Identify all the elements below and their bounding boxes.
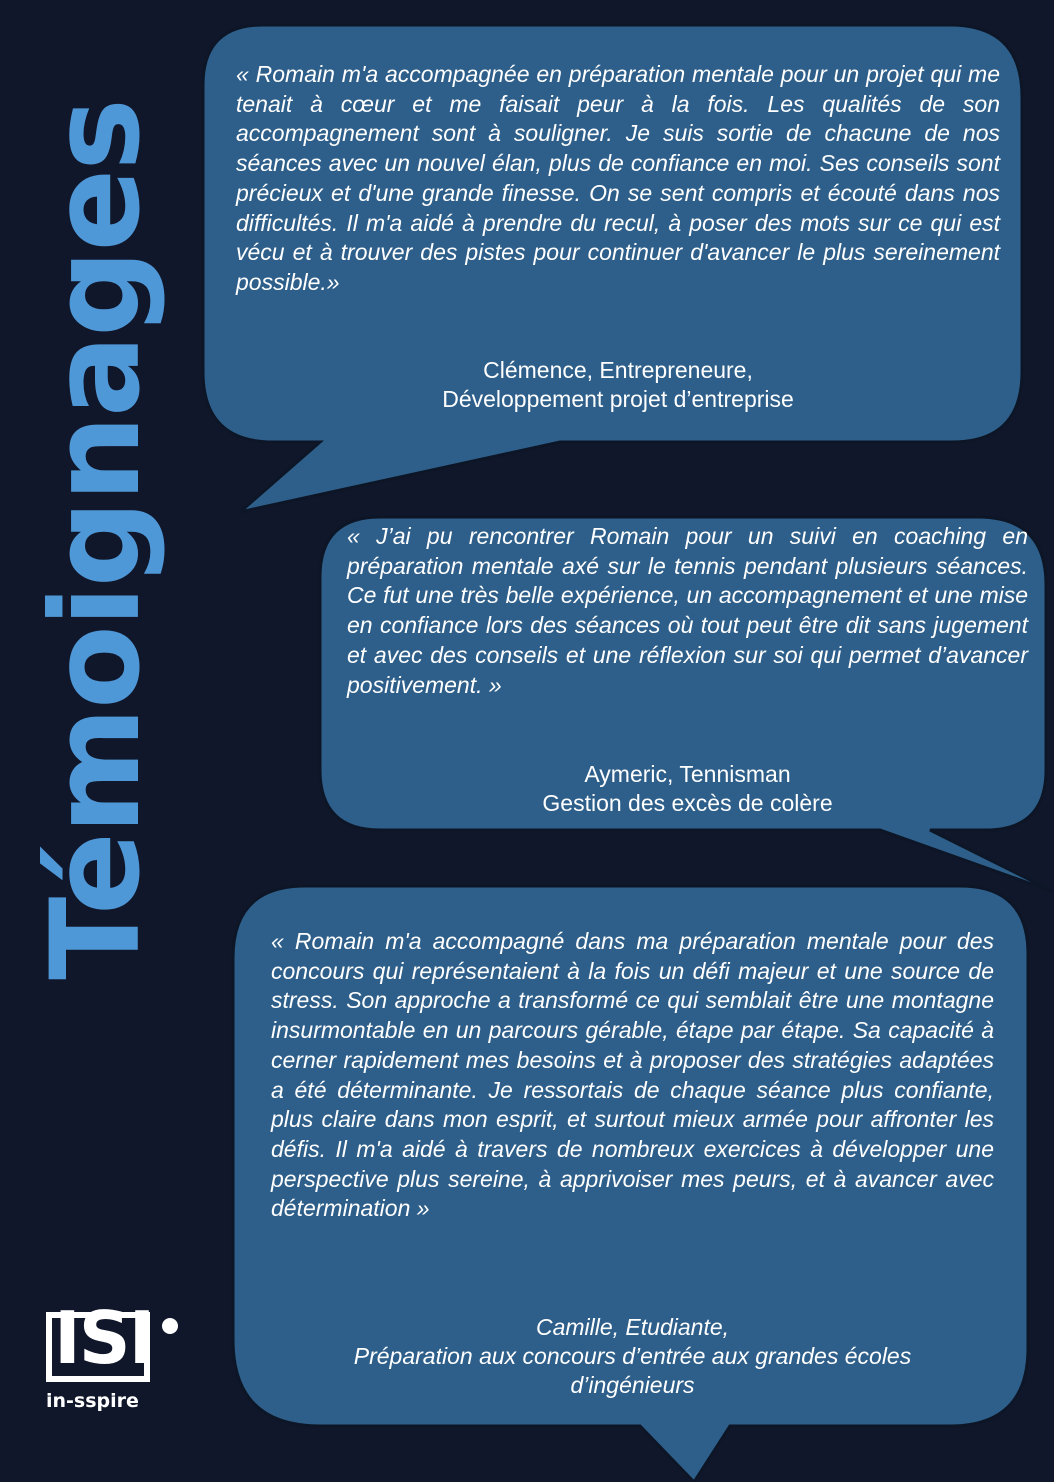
logo-dot [162, 1318, 178, 1334]
testimonial-3-author-name: Camille, Etudiante, [535, 1314, 730, 1340]
brand-logo [46, 1296, 186, 1422]
testimonial-2-quote: « J’ai pu rencontrer Romain pour un suivi en coaching en préparation mentale axé sur le tennis pendant plusieurs séances. Ce fut une très belle expérience, un accompagnement et une mise en confiance lors des séances où tout peut être dit sans jugement et avec des conseils et une réflexion sur soi qui permet d’avancer positivement. » [347, 523, 1028, 698]
testimonial-1-quote: « Romain m'a accompagnée en préparation mentale pour un projet qui me tenait à cœur et me faisait peur à la fois. Les qualités de son accompagnement sont à souligner. Je suis sortie de chacune de nos séances avec un nouvel élan, plus de confiance en moi. Ses conseils sont précieux et d'une grande finesse. On se sent compris et écouté dans nos difficultés. Il m'a aidé à prendre du recul, à poser des mots sur ce qui est vécu et à trouver des pistes pour continuer d'avancer le plus sereinement possible.» [236, 61, 1000, 295]
logo-letters: ISI [54, 1296, 154, 1380]
testimonial-1-author [236, 356, 1000, 414]
testimonial-3-author [271, 1313, 994, 1400]
testimonial-2-author [347, 760, 1028, 818]
testimonial-2-author-name: Aymeric, Tennisman [584, 761, 791, 787]
testimonial-3-author-subject: Préparation aux concours d’entrée aux grandes écoles [353, 1343, 912, 1369]
logo-name: in-sspire [46, 1390, 139, 1412]
testimonial-3-quote: « Romain m'a accompagné dans ma préparation mentale pour des concours qui représentaient à la fois un défi majeur et une source de stress. Son approche a transformé ce qui semblait être une montagne insurmontable en un parcours gérable, étape par étape. Sa capacité à cerner rapidement mes besoins et à proposer des stratégies adaptées a été déterminante. Je ressortais de chaque séance plus confiante, plus claire dans mon esprit, et surtout mieux armée pour affronter les défis. Il m'a aidé à travers de nombreux exercices à développer une perspective plus sereine, à apprivoiser mes peurs, et à avancer avec détermination » [271, 928, 994, 1222]
testimonial-3-author-subject-cont: d’ingénieurs [570, 1372, 695, 1398]
testimonial-1-author-name: Clémence, Entrepreneure, [483, 357, 753, 383]
testimonial-1-author-subject: Développement projet d’entreprise [442, 386, 794, 412]
testimonial-2-author-subject: Gestion des excès de colère [542, 790, 833, 816]
page-title: Témoignages [25, 100, 167, 980]
